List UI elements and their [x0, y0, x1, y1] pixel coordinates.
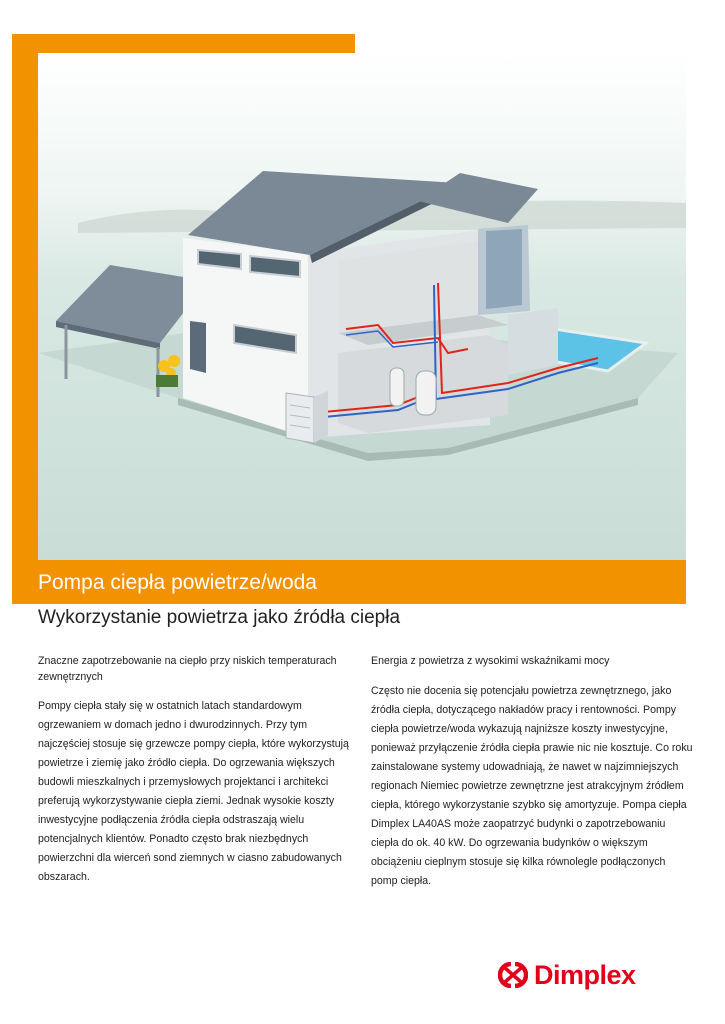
page-title: Pompa ciepła powietrze/woda: [38, 571, 317, 594]
right-column-body: Często nie docenia się potencjału powietrza zewnętrznego, jako źródła ciepła, dotyczącego nakładów pracy i rentowności. Pompy ciepła powietrze/woda wykazują najniższe koszty inwestycyjne, ponieważ przyłączenie źródła ciepła prawie nic nie kosztuje. Co roku zainstalowane systemy udowadniają, że nawet w najzimniejszych regionach Niemiec powietrze zewnętrzne jest atrakcyjnym źródłem ciepła, którego wykorzystanie szybko się amortyzuje. Pompa ciepła Dimplex LA40AS może zaopatrzyć budynki o zapotrzebowaniu ciepła do ok. 40 kW. Do ogrzewania budynków o większym obciążeniu cieplnym stosuje się kilka równolegle podłączonych pomp ciepła.: [371, 684, 693, 887]
right-column: [371, 654, 693, 901]
left-column-heading: Znaczne zapotrzebowanie na ciepło przy niskich temperaturach zewnętrznych: [38, 655, 337, 683]
left-column: [38, 654, 360, 897]
dimplex-logo-text: Dimplex: [534, 959, 636, 990]
left-column-body: Pompy ciepła stały się w ostatnich latach standardowym ogrzewaniem w domach jedno i dwurodzinnych. Przy tym najczęściej stosuje się grzewcze pompy ciepła, które wykorzystują powietrze i ziemię jako źródło ciepła. Do ogrzewania większych budowli mieszkalnych i przemysłowych projektanci i architekci preferują wykorzystywanie ciepła ziemi. Jednak wysokie koszty inwestycyjne podłączenia źródła ciepła odstraszają wielu potencjalnych klientów. Ponadto często brak niezbędnych powierzchni dla wierceń sond ziemnych w ciasno zabudowanych obszarach.: [38, 700, 349, 883]
house-illustration: [38, 53, 686, 560]
dimplex-logo-icon: [498, 962, 528, 988]
dimplex-logo: [498, 955, 688, 995]
page-subtitle: Wykorzystanie powietrza jako źródła ciepła: [38, 607, 401, 628]
right-column-heading: Energia z powietrza z wysokimi wskaźnikami mocy: [371, 655, 610, 667]
